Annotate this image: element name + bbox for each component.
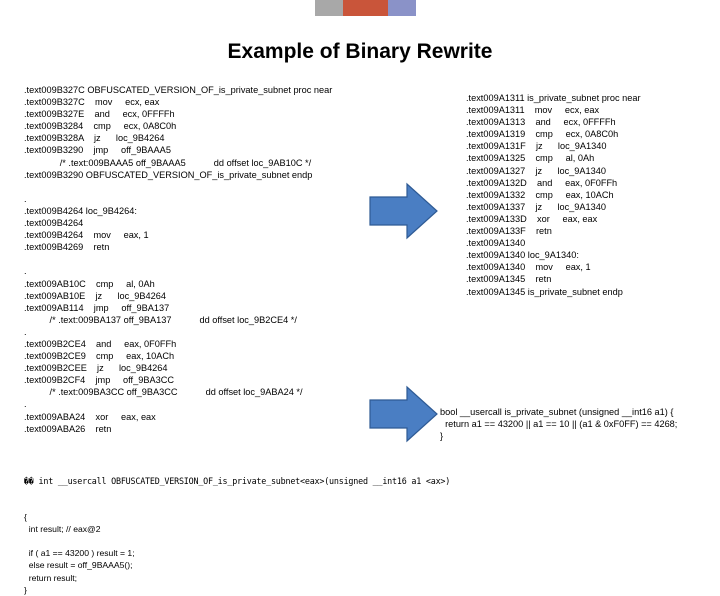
code-line: .text009A1311 is_private_subnet proc near <box>466 93 641 103</box>
code-line: } <box>440 431 444 442</box>
decompiled-signature-line: �� int __usercall OBFUSCATED_VERSION_OF_is_private_subnet<eax>(unsigned __int16 a1 <ax>) <box>24 476 451 486</box>
code-line: .text009B327C OBFUSCATED_VERSION_OF_is_private_subnet proc near <box>24 85 333 95</box>
code-line <box>24 181 332 193</box>
code-line: .text009B2CF4 jmp off_9BA3CC <box>24 375 174 386</box>
code-line: if ( a1 == 43200 ) result = 1; <box>24 548 135 559</box>
code-line: .text009A1340 loc_9A1340: <box>466 250 579 261</box>
code-line: .text009B4264 mov eax, 1 <box>24 230 149 241</box>
code-line: .text009B4264 <box>24 218 84 229</box>
lower-rewrite-arrow-icon <box>369 384 439 444</box>
code-line: .text009B2CE4 and eax, 0F0FFh <box>24 338 177 349</box>
code-line: } <box>24 584 27 595</box>
code-line: .text009A1340 mov eax, 1 <box>466 262 591 273</box>
code-line <box>24 535 450 547</box>
code-line: /* .text:009BA3CC off_9BA3CC dd offset loc_9ABA24 */ <box>24 387 303 398</box>
code-line: .text009A133D xor eax, eax <box>466 213 598 224</box>
code-line: .text009B328A jz loc_9B4264 <box>24 133 165 144</box>
code-line: .text009A1319 cmp ecx, 0A8C0h <box>466 129 619 140</box>
code-line: .text009A1313 and ecx, 0FFFFh <box>466 117 616 128</box>
code-line: .text009A1337 jz loc_9A1340 <box>466 201 606 212</box>
original-decompiled-code <box>440 406 677 442</box>
code-line: .text009ABA26 retn <box>24 423 112 434</box>
obfuscated-decompiled-code <box>24 451 451 595</box>
code-line: return a1 == 43200 || a1 == 10 || (a1 & 0xF0FF) == 4268; <box>440 419 678 430</box>
code-line: .text009B3284 cmp ecx, 0A8C0h <box>24 121 177 132</box>
code-line: .text009B2CEE jz loc_9B4264 <box>24 363 168 374</box>
code-line: { <box>24 512 27 523</box>
code-line: .text009B4269 retn <box>24 242 110 253</box>
code-line: return result; <box>24 572 78 583</box>
top-accent-bar-red <box>343 0 388 16</box>
code-line: int result; // eax@2 <box>24 524 101 535</box>
code-line: .text009AB10E jz loc_9B4264 <box>24 290 166 301</box>
upper-rewrite-arrow-icon <box>369 181 439 241</box>
code-line: .text009AB114 jmp off_9BA137 <box>24 302 170 313</box>
code-line: .text009A1340 <box>466 238 526 249</box>
code-line: .text009B3290 jmp off_9BAAA5 <box>24 145 171 156</box>
code-line: /* .text:009BAAA5 off_9BAAA5 dd offset loc_9AB10C */ <box>24 157 312 168</box>
top-accent-bar-blue <box>388 0 416 16</box>
code-line: . <box>24 193 27 204</box>
code-line: else result = off_9BAAA5(); <box>24 560 133 571</box>
code-line: .text009AB10C cmp al, 0Ah <box>24 278 155 289</box>
code-line: .text009B4264 loc_9B4264: <box>24 205 137 216</box>
code-line: .text009A1325 cmp al, 0Ah <box>466 153 595 164</box>
code-line: . <box>24 266 27 277</box>
code-line: . <box>24 399 27 410</box>
code-line: .text009A131F jz loc_9A1340 <box>466 141 607 152</box>
code-line: .text009A1345 retn <box>466 274 552 285</box>
code-line: .text009A132D and eax, 0F0FFh <box>466 177 618 188</box>
code-line: .text009B3290 OBFUSCATED_VERSION_OF_is_private_subnet endp <box>24 169 313 180</box>
code-line: .text009B327E and ecx, 0FFFFh <box>24 109 175 120</box>
code-line: .text009A1345 is_private_subnet endp <box>466 286 623 297</box>
code-line: .text009B2CE9 cmp eax, 10ACh <box>24 351 175 362</box>
code-line: .text009A1332 cmp eax, 10ACh <box>466 189 614 200</box>
top-accent-bar-gray <box>315 0 343 16</box>
code-line: .text009A133F retn <box>466 226 552 237</box>
code-line: .text009B327C mov ecx, eax <box>24 97 160 108</box>
code-line: .text009ABA24 xor eax, eax <box>24 411 156 422</box>
original-assembly-listing <box>466 92 641 298</box>
code-line: .text009A1311 mov ecx, eax <box>466 105 600 116</box>
code-line <box>24 253 332 265</box>
slide-title: Example of Binary Rewrite <box>227 40 493 63</box>
obfuscated-assembly-listing <box>24 84 332 435</box>
code-line: . <box>24 326 27 337</box>
decompiled-body <box>24 511 450 595</box>
code-line: .text009A1327 jz loc_9A1340 <box>466 165 606 176</box>
code-line: /* .text:009BA137 off_9BA137 dd offset loc_9B2CE4 */ <box>24 314 297 325</box>
code-line: bool __usercall is_private_subnet (unsigned __int16 a1) { <box>440 407 674 417</box>
